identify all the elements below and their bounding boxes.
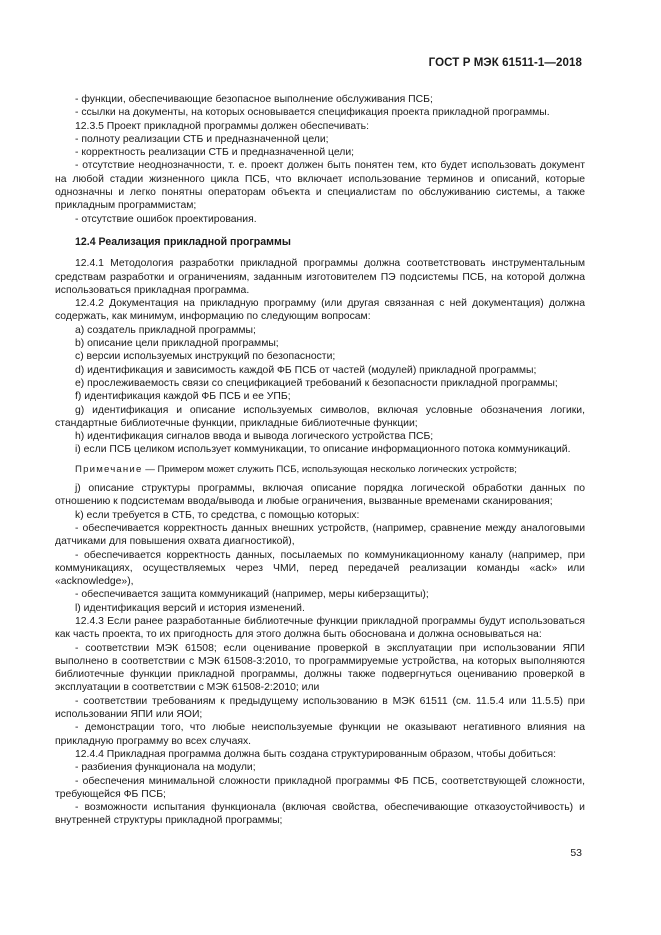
note-text: — Примером может служить ПСБ, использующая несколько логических устройств; <box>145 463 517 475</box>
paragraph: - корректность реализации СТБ и предназначенной цели; <box>75 147 355 159</box>
list-item: g) идентификация и описание используемых символов, включая условные обозначения логики, стандартные библиотечные функции, прикладные библиотечные функции; <box>55 404 585 429</box>
page-number: 53 <box>570 847 582 859</box>
paragraph: - полноту реализации СТБ и предназначенной цели; <box>75 133 329 145</box>
list-item: - демонстрации того, что любые неиспользуемые функции не оказывают негативного влияния на прикладную программу во всех случаях. <box>55 722 585 747</box>
paragraph: 12.4.2 Документация на прикладную программу (или другая связанная с ней документация) должна содержать, как минимум, информацию по следующим вопросам: <box>55 298 585 323</box>
list-item: a) создатель прикладной программы; <box>75 324 256 336</box>
paragraph: - отсутствие ошибок проектирования. <box>75 213 257 225</box>
list-item: d) идентификация и зависимость каждой ФБ ПСБ от частей (модулей) прикладной программы; <box>75 364 537 376</box>
section-heading: 12.4 Реализация прикладной программы <box>75 235 291 248</box>
document-body <box>55 93 585 828</box>
paragraph: 12.4.3 Если ранее разработанные библиотечные функции прикладной программы будут использоваться как часть проекта, то их пригодность для этого должна быть обоснована и должна основываться на: <box>55 615 585 641</box>
list-item: i) если ПСБ целиком использует коммуникации, то описание информационного потока коммуникаций. <box>75 444 571 456</box>
list-item: - возможности испытания функционала (включая свойства, обеспечивающие отказоустойчивость) и внутренней структуры прикладной программы; <box>55 802 585 827</box>
paragraph: - ссылки на документы, на которых основывается спецификация проекта прикладной программы. <box>75 107 550 119</box>
list-item: b) описание цели прикладной программы; <box>75 338 279 350</box>
list-item: - обеспечивается корректность данных, посылаемых по коммуникационному каналу (например, при коммуникациях, осуществляемых через ЧМИ, перед передачей реализации команды «ack» или «acknowledge»), <box>55 549 585 588</box>
list-item: - обеспечения минимальной сложности прикладной программы ФБ ПСБ, соответствующей сложности, требующейся ФБ ПСБ; <box>55 775 585 800</box>
list-item: - соответствии требованиям к предыдущему использованию в МЭК 61511 (см. 11.5.4 или 11.5.5) при использовании ЯПИ или ЯОИ; <box>55 695 585 721</box>
list-item: - обеспечивается защита коммуникаций (например, меры киберзащиты); <box>75 589 429 601</box>
paragraph: 12.4.1 Методология разработки прикладной программы должна соответствовать инструментальным средствам разработки и ограничениям, заданным изготовителем ПЭ подсистемы ПСБ, на которой должна использоваться прикладная программа. <box>55 258 585 296</box>
list-item: l) идентификация версий и история изменений. <box>75 602 305 614</box>
note-label: Примечание <box>75 463 143 475</box>
list-item: - разбиения функционала на модули; <box>75 762 256 774</box>
list-item: j) описание структуры программы, включая описание порядка логической обработки данных по отношению к подсистемам ввода/вывода и любые ограничения, вызванные временами сканирования; <box>55 483 585 508</box>
paragraph: - отсутствие неоднозначности, т. е. проект должен быть понятен тем, кто будет использовать документ на любой стадии жизненного цикла ПСБ, что включает использование терминов и описаний, которые однозначны и легко понятны операторам объекта и специалистам по обслуживанию системы, а также прикладным программистам; <box>55 160 585 212</box>
document-header: ГОСТ Р МЭК 61511-1—2018 <box>428 57 582 69</box>
list-item: e) прослеживаемость связи со спецификацией требований к безопасности прикладной программы; <box>75 377 558 389</box>
paragraph: 12.4.4 Прикладная программа должна быть создана структурированным образом, чтобы добиться: <box>75 748 557 760</box>
list-item: k) если требуется в СТБ, то средства, с помощью которых: <box>75 509 360 521</box>
list-item: - соответствии МЭК 61508; если оценивание проверкой в эксплуатации при использовании ЯПИ выполнено в соответствии с МЭК 61508-3:2010, то программируемые устройства, на которых выполняются библиотечные функции прикладной программы, должны также подвергнуться оцениванию проверкой в эксплуатации в соответствии с МЭК 61508-2:2010; или <box>55 642 585 694</box>
paragraph: 12.3.5 Проект прикладной программы должен обеспечивать: <box>75 120 369 132</box>
list-item: c) версии используемых инструкций по безопасности; <box>75 351 336 363</box>
list-item: h) идентификация сигналов ввода и вывода логического устройства ПСБ; <box>75 431 434 443</box>
list-item: f) идентификация каждой ФБ ПСБ и ее УПБ; <box>75 391 291 403</box>
note <box>55 463 585 476</box>
paragraph: - функции, обеспечивающие безопасное выполнение обслуживания ПСБ; <box>75 94 433 105</box>
list-item: - обеспечивается корректность данных внешних устройств, (например, сравнение между аналоговыми датчиками для повышения охвата диагностикой), <box>55 522 585 548</box>
